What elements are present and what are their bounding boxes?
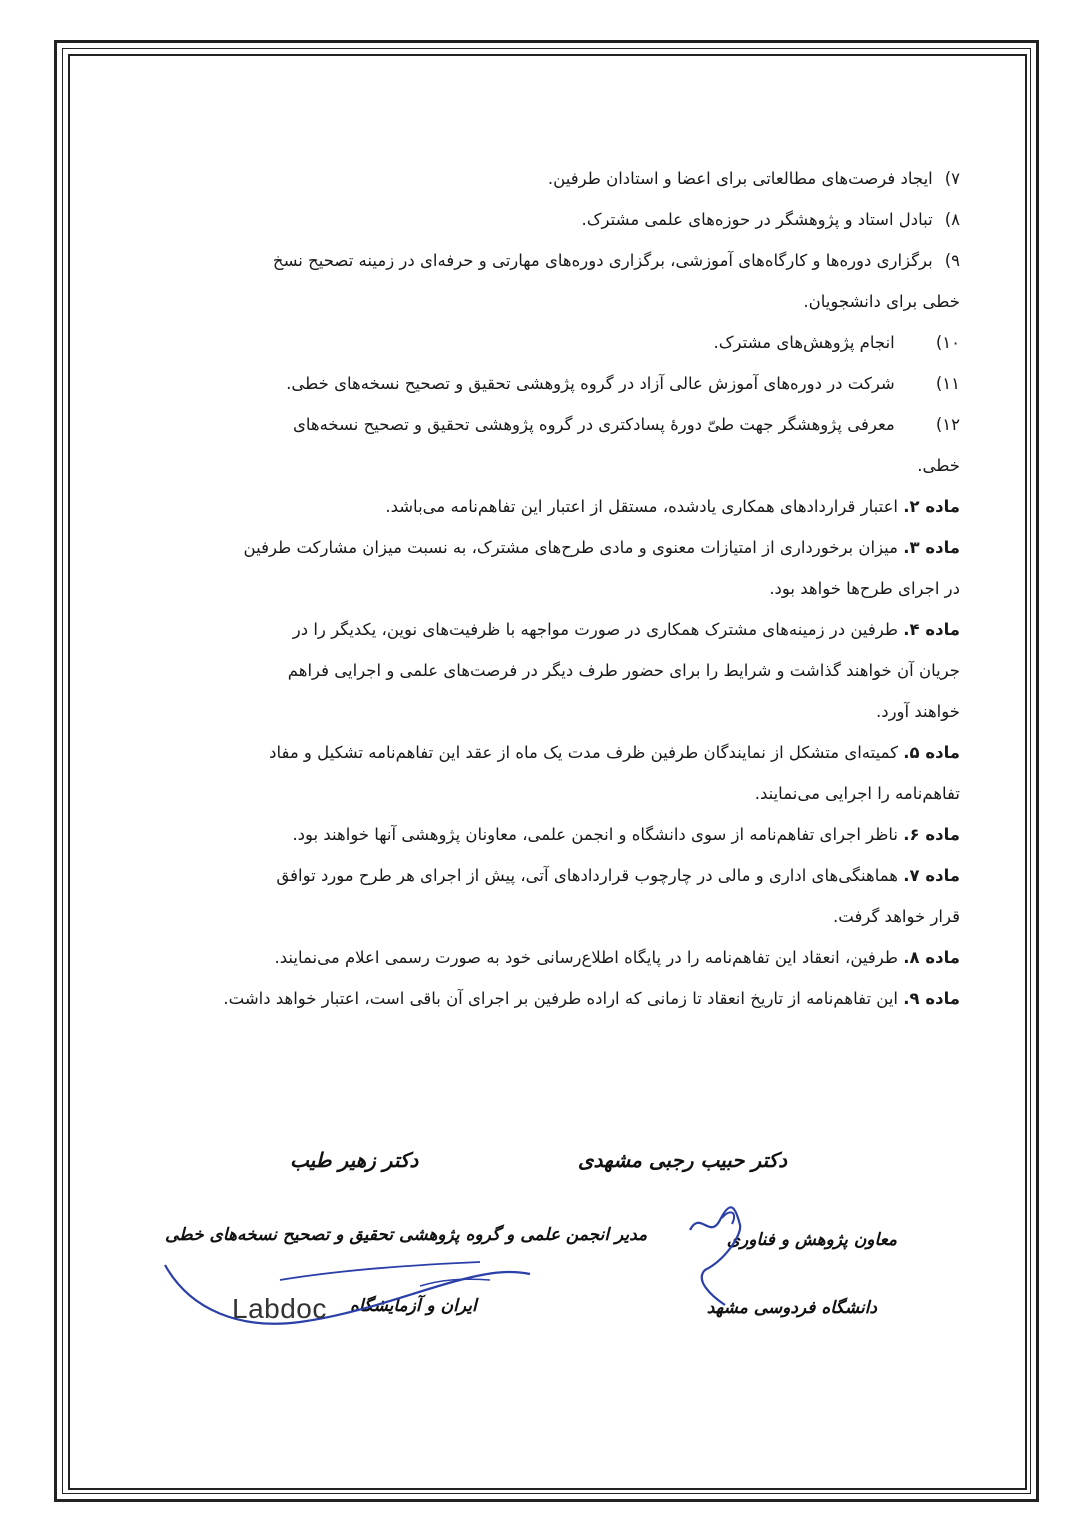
list-item: ۱۲) معرفی پژوهشگر جهت طیّ دورهٔ پسادکتری در گروه پژوهشی تحقیق و تصحیح نسخه‌های <box>292 415 960 434</box>
list-item-continuation: خطی. <box>917 456 960 475</box>
document-body <box>160 158 960 1019</box>
right-signatory-role: معاون پژوهش و فناوری <box>726 1230 897 1250</box>
article-5: ماده ۵. کمیته‌ای متشکل از نمایندگان طرفین ظرف مدت یک ماه از عقد این تفاهم‌نامه تشکیل و مفاد <box>269 743 960 762</box>
article-9: ماده ۹. این تفاهم‌نامه از تاریخ انعقاد تا زمانی که اراده طرفین بر اجرای آن باقی است، اعتبار خواهد داشت. <box>223 989 960 1008</box>
list-item-continuation: خطی برای دانشجویان. <box>803 292 960 311</box>
article-4: ماده ۴. طرفین در زمینه‌های مشترک همکاری در صورت مواجهه با ظرفیت‌های نوین، یکدیگر را در <box>292 620 960 639</box>
article-7-continuation: قرار خواهد گرفت. <box>833 907 960 926</box>
article-6: ماده ۶. ناظر اجرای تفاهم‌نامه از سوی دانشگاه و انجمن علمی، معاونان پژوهشی آنها خواهند بود. <box>292 825 960 844</box>
right-signatory-name: دکتر حبیب رجبی مشهدی <box>577 1148 787 1172</box>
left-signature-scribble <box>160 1240 540 1340</box>
article-8: ماده ۸. طرفین، انعقاد این تفاهم‌نامه را در پایگاه اطلاع‌رسانی خود به صورت رسمی اعلام می‌نمایند. <box>274 948 960 967</box>
left-signatory-name: دکتر زهیر طیب <box>290 1148 419 1172</box>
list-item: ۱۱) شرکت در دوره‌های آموزش عالی آزاد در گروه پژوهشی تحقیق و تصحیح نسخه‌های خطی. <box>286 374 960 393</box>
article-3: ماده ۳. میزان برخورداری از امتیازات معنوی و مادی طرح‌های مشترک، به نسبت میزان مشارکت طرفین <box>243 538 960 557</box>
article-4-continuation: جریان آن خواهند گذاشت و شرایط را برای حضور طرف دیگر در فرصت‌های علمی و اجرایی فراهم <box>287 661 960 680</box>
left-signatory-role: مدیر انجمن علمی و گروه پژوهشی تحقیق و تصحیح نسخه‌های خطی <box>165 1225 648 1245</box>
watermark-text: Labdoc <box>232 1293 327 1324</box>
list-item: ۸) تبادل استاد و پژوهشگر در حوزه‌های علمی مشترک. <box>581 210 960 229</box>
list-item: ۹) برگزاری دوره‌ها و کارگاه‌های آموزشی، برگزاری دوره‌های مهارتی و حرفه‌ای در زمینه تصحیح نسخ <box>272 251 960 270</box>
article-5-continuation: تفاهم‌نامه را اجرایی می‌نمایند. <box>754 784 960 803</box>
right-signatory-org: دانشگاه فردوسی مشهد <box>706 1298 877 1318</box>
article-3-continuation: در اجرای طرح‌ها خواهد بود. <box>769 579 960 598</box>
article-2: ماده ۲. اعتبار قراردادهای همکاری یادشده، مستقل از اعتبار این تفاهم‌نامه می‌باشد. <box>385 497 960 516</box>
left-signatory-org: ایران و آزمایشگاه <box>350 1296 477 1316</box>
article-4-continuation: خواهند آورد. <box>875 702 960 721</box>
right-signature-scribble <box>680 1200 800 1320</box>
article-7: ماده ۷. هماهنگی‌های اداری و مالی در چارچوب قراردادهای آتی، پیش از اجرای هر طرح مورد توافق <box>276 866 960 885</box>
list-item: ۱۰) انجام پژوهش‌های مشترک. <box>713 333 960 352</box>
list-item: ۷) ایجاد فرصت‌های مطالعاتی برای اعضا و استادان طرفین. <box>547 169 960 188</box>
